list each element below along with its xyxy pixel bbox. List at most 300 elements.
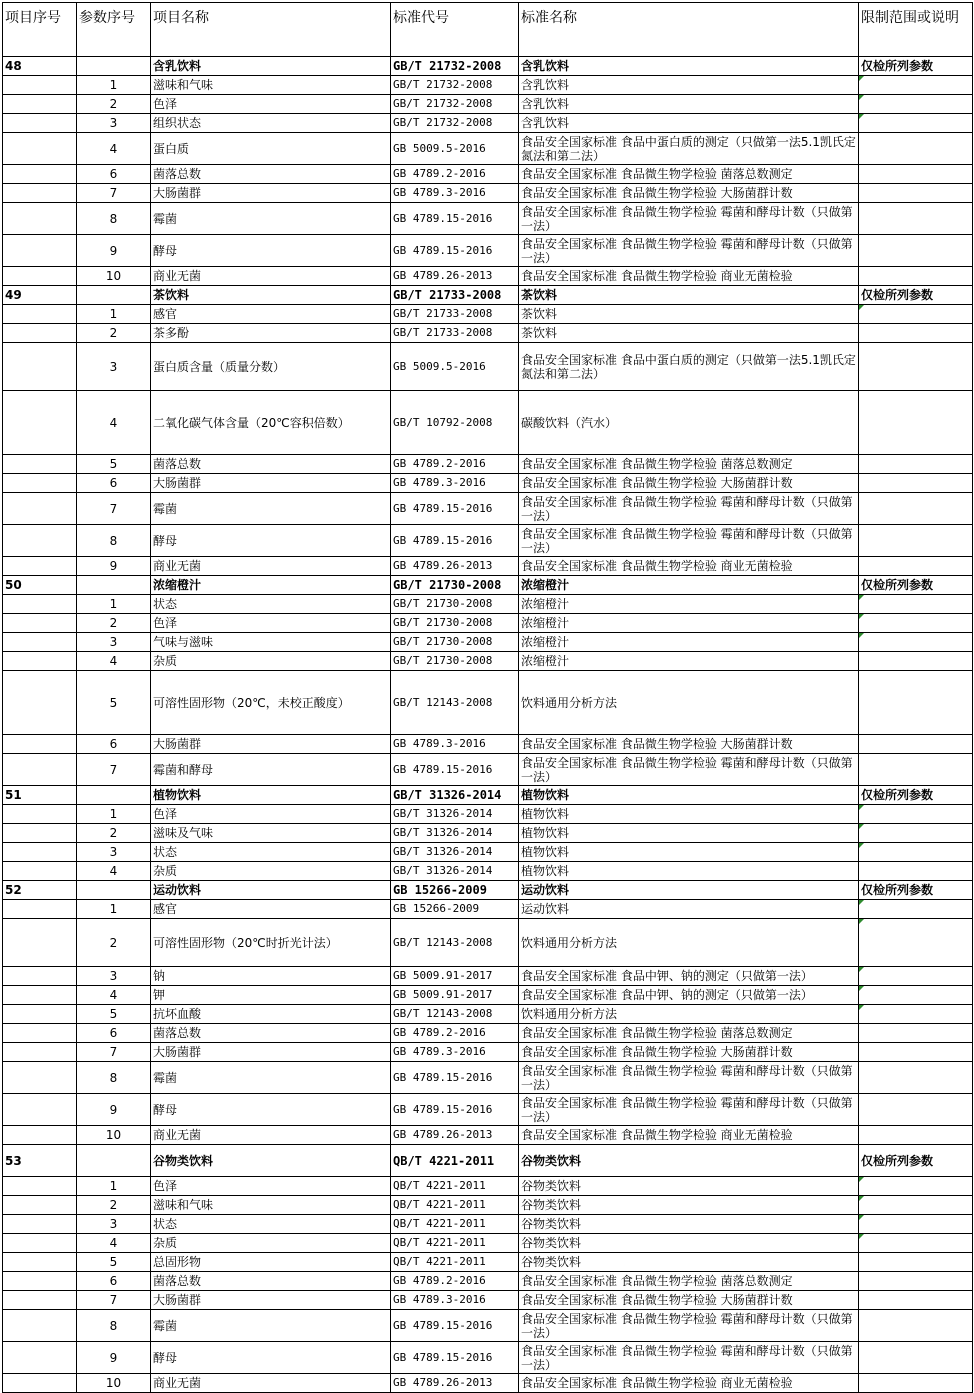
comment-marker-icon [859, 1005, 864, 1010]
param-standard-name: 食品安全国家标准 食品微生物学检验 霉菌和酵母计数（只做第一法） [519, 493, 859, 525]
row-group-empty [3, 919, 77, 967]
param-standard-name: 浓缩橙汁 [519, 614, 859, 633]
row-group-empty [3, 1272, 77, 1291]
param-limit [859, 1094, 973, 1126]
param-standard-name: 食品安全国家标准 食品微生物学检验 大肠菌群计数 [519, 1043, 859, 1062]
param-standard-code: GB 5009.5-2016 [391, 343, 519, 391]
param-standard-name: 饮料通用分析方法 [519, 1005, 859, 1024]
param-number: 10 [77, 1126, 151, 1145]
header-project-no: 项目序号 [3, 3, 77, 57]
param-limit [859, 919, 973, 967]
param-standard-name: 谷物类饮料 [519, 1215, 859, 1234]
table-row [3, 1342, 973, 1374]
group-row [3, 57, 973, 76]
row-group-empty [3, 633, 77, 652]
param-standard-name: 谷物类饮料 [519, 1196, 859, 1215]
param-name: 滋味和气味 [151, 76, 391, 95]
row-group-empty [3, 595, 77, 614]
row-group-empty [3, 671, 77, 735]
param-number: 8 [77, 1310, 151, 1342]
param-limit [859, 1126, 973, 1145]
param-limit [859, 455, 973, 474]
group-number: 50 [3, 576, 77, 595]
row-group-empty [3, 1177, 77, 1196]
param-standard-code: GB/T 31326-2014 [391, 805, 519, 824]
comment-marker-icon [859, 1234, 864, 1239]
param-standard-code: GB 4789.3-2016 [391, 184, 519, 203]
param-name: 色泽 [151, 1177, 391, 1196]
table-row [3, 1374, 973, 1393]
table-row [3, 1291, 973, 1310]
param-limit [859, 267, 973, 286]
row-group-empty [3, 1253, 77, 1272]
comment-marker-icon [859, 805, 864, 810]
param-number: 8 [77, 1062, 151, 1094]
table-row [3, 1062, 973, 1094]
param-standard-name: 植物饮料 [519, 824, 859, 843]
row-group-empty [3, 986, 77, 1005]
param-standard-code: GB 4789.15-2016 [391, 1062, 519, 1094]
param-number: 1 [77, 305, 151, 324]
param-standard-name: 食品安全国家标准 食品微生物学检验 商业无菌检验 [519, 267, 859, 286]
param-name: 菌落总数 [151, 455, 391, 474]
param-standard-code: GB 15266-2009 [391, 900, 519, 919]
param-number: 6 [77, 1272, 151, 1291]
comment-marker-icon [859, 986, 864, 991]
param-number: 3 [77, 843, 151, 862]
param-standard-name: 含乳饮料 [519, 114, 859, 133]
row-group-empty [3, 1126, 77, 1145]
row-group-empty [3, 525, 77, 557]
row-group-empty [3, 203, 77, 235]
param-standard-code: GB 4789.2-2016 [391, 1272, 519, 1291]
row-group-empty [3, 1094, 77, 1126]
group-param-empty [77, 881, 151, 900]
table-row [3, 95, 973, 114]
row-group-empty [3, 455, 77, 474]
param-name: 大肠菌群 [151, 735, 391, 754]
param-standard-code: GB 5009.91-2017 [391, 986, 519, 1005]
param-name: 滋味和气味 [151, 1196, 391, 1215]
table-row [3, 1094, 973, 1126]
param-standard-code: GB 4789.26-2013 [391, 267, 519, 286]
param-limit [859, 1005, 973, 1024]
row-group-empty [3, 824, 77, 843]
param-limit [859, 652, 973, 671]
param-standard-code: GB 5009.5-2016 [391, 133, 519, 165]
row-group-empty [3, 343, 77, 391]
param-limit [859, 1310, 973, 1342]
row-group-empty [3, 305, 77, 324]
param-name: 霉菌 [151, 1310, 391, 1342]
param-name: 钠 [151, 967, 391, 986]
param-standard-name: 食品安全国家标准 食品中蛋白质的测定（只做第一法5.1凯氏定氮法和第二法） [519, 133, 859, 165]
param-standard-name: 食品安全国家标准 食品微生物学检验 霉菌和酵母计数（只做第一法） [519, 235, 859, 267]
param-number: 1 [77, 76, 151, 95]
param-standard-name: 食品安全国家标准 食品微生物学检验 霉菌和酵母计数（只做第一法） [519, 525, 859, 557]
table-row [3, 843, 973, 862]
param-number: 8 [77, 203, 151, 235]
param-limit [859, 133, 973, 165]
group-name: 运动饮料 [151, 881, 391, 900]
param-name: 商业无菌 [151, 1374, 391, 1393]
param-standard-name: 运动饮料 [519, 900, 859, 919]
param-standard-code: GB 4789.2-2016 [391, 165, 519, 184]
param-limit [859, 165, 973, 184]
param-limit [859, 986, 973, 1005]
param-standard-name: 植物饮料 [519, 862, 859, 881]
param-limit [859, 493, 973, 525]
table-row [3, 919, 973, 967]
param-standard-code: QB/T 4221-2011 [391, 1234, 519, 1253]
param-standard-code: GB 4789.26-2013 [391, 557, 519, 576]
standards-table [2, 2, 973, 1393]
group-row [3, 576, 973, 595]
param-name: 状态 [151, 843, 391, 862]
param-standard-name: 食品安全国家标准 食品微生物学检验 霉菌和酵母计数（只做第一法） [519, 1310, 859, 1342]
comment-marker-icon [859, 595, 864, 600]
row-group-empty [3, 95, 77, 114]
row-group-empty [3, 735, 77, 754]
row-group-empty [3, 614, 77, 633]
table-row [3, 525, 973, 557]
param-number: 3 [77, 114, 151, 133]
param-name: 酵母 [151, 235, 391, 267]
param-name: 菌落总数 [151, 1024, 391, 1043]
param-standard-name: 碳酸饮料（汽水） [519, 391, 859, 455]
param-name: 商业无菌 [151, 267, 391, 286]
table-row [3, 184, 973, 203]
param-standard-code: GB/T 31326-2014 [391, 843, 519, 862]
param-name: 商业无菌 [151, 557, 391, 576]
comment-marker-icon [859, 76, 864, 81]
param-standard-code: GB 4789.15-2016 [391, 525, 519, 557]
row-group-empty [3, 184, 77, 203]
table-row [3, 343, 973, 391]
table-row [3, 391, 973, 455]
row-group-empty [3, 391, 77, 455]
row-group-empty [3, 754, 77, 786]
param-number: 3 [77, 343, 151, 391]
param-name: 大肠菌群 [151, 1291, 391, 1310]
param-limit [859, 614, 973, 633]
param-limit [859, 184, 973, 203]
param-standard-code: QB/T 4221-2011 [391, 1177, 519, 1196]
param-limit [859, 735, 973, 754]
group-standard-name: 运动饮料 [519, 881, 859, 900]
row-group-empty [3, 1215, 77, 1234]
param-standard-name: 浓缩橙汁 [519, 652, 859, 671]
group-standard-name: 浓缩橙汁 [519, 576, 859, 595]
group-name: 含乳饮料 [151, 57, 391, 76]
param-number: 2 [77, 824, 151, 843]
table-row [3, 114, 973, 133]
group-standard-name: 植物饮料 [519, 786, 859, 805]
table-row [3, 474, 973, 493]
table-row [3, 557, 973, 576]
row-group-empty [3, 1291, 77, 1310]
param-name: 酵母 [151, 1094, 391, 1126]
row-group-empty [3, 165, 77, 184]
param-limit [859, 633, 973, 652]
row-group-empty [3, 1374, 77, 1393]
param-name: 商业无菌 [151, 1126, 391, 1145]
row-group-empty [3, 843, 77, 862]
row-group-empty [3, 862, 77, 881]
param-standard-code: GB 4789.2-2016 [391, 455, 519, 474]
row-group-empty [3, 1005, 77, 1024]
param-standard-name: 含乳饮料 [519, 95, 859, 114]
table-row [3, 614, 973, 633]
row-group-empty [3, 1310, 77, 1342]
group-name: 植物饮料 [151, 786, 391, 805]
param-number: 4 [77, 862, 151, 881]
table-body [3, 57, 973, 1393]
param-name: 茶多酚 [151, 324, 391, 343]
param-name: 大肠菌群 [151, 184, 391, 203]
param-limit [859, 1043, 973, 1062]
param-standard-code: GB 4789.15-2016 [391, 1342, 519, 1374]
param-standard-code: GB 4789.15-2016 [391, 754, 519, 786]
group-limit: 仅检所列参数 [859, 786, 973, 805]
table-row [3, 267, 973, 286]
param-limit [859, 1234, 973, 1253]
param-limit [859, 1272, 973, 1291]
row-group-empty [3, 1024, 77, 1043]
param-limit [859, 1291, 973, 1310]
table-row [3, 595, 973, 614]
param-standard-code: GB/T 12143-2008 [391, 919, 519, 967]
param-number: 9 [77, 557, 151, 576]
param-standard-name: 食品安全国家标准 食品微生物学检验 霉菌和酵母计数（只做第一法） [519, 1342, 859, 1374]
param-standard-name: 食品安全国家标准 食品微生物学检验 菌落总数测定 [519, 455, 859, 474]
group-limit: 仅检所列参数 [859, 57, 973, 76]
param-standard-name: 食品安全国家标准 食品微生物学检验 菌落总数测定 [519, 1024, 859, 1043]
param-standard-name: 浓缩橙汁 [519, 595, 859, 614]
param-limit [859, 95, 973, 114]
table-row [3, 900, 973, 919]
param-number: 4 [77, 986, 151, 1005]
param-standard-code: GB 4789.3-2016 [391, 474, 519, 493]
param-number: 4 [77, 1234, 151, 1253]
group-name: 谷物类饮料 [151, 1145, 391, 1177]
param-name: 蛋白质含量（质量分数） [151, 343, 391, 391]
param-standard-code: GB 4789.15-2016 [391, 203, 519, 235]
group-param-empty [77, 576, 151, 595]
table-row [3, 1234, 973, 1253]
comment-marker-icon [859, 843, 864, 848]
param-name: 色泽 [151, 805, 391, 824]
param-name: 霉菌和酵母 [151, 754, 391, 786]
param-limit [859, 805, 973, 824]
param-limit [859, 862, 973, 881]
param-number: 7 [77, 1043, 151, 1062]
param-name: 色泽 [151, 614, 391, 633]
group-row [3, 286, 973, 305]
param-number: 4 [77, 391, 151, 455]
param-standard-code: GB/T 21730-2008 [391, 633, 519, 652]
row-group-empty [3, 235, 77, 267]
table-row [3, 1024, 973, 1043]
param-standard-code: GB 4789.15-2016 [391, 493, 519, 525]
param-standard-name: 食品安全国家标准 食品微生物学检验 霉菌和酵母计数（只做第一法） [519, 1062, 859, 1094]
param-limit [859, 595, 973, 614]
table-row [3, 76, 973, 95]
row-group-empty [3, 1342, 77, 1374]
group-row [3, 786, 973, 805]
param-name: 抗坏血酸 [151, 1005, 391, 1024]
param-standard-name: 植物饮料 [519, 843, 859, 862]
comment-marker-icon [859, 824, 864, 829]
group-param-empty [77, 286, 151, 305]
param-standard-code: GB/T 21732-2008 [391, 76, 519, 95]
group-name: 浓缩橙汁 [151, 576, 391, 595]
param-standard-code: GB/T 31326-2014 [391, 824, 519, 843]
comment-marker-icon [859, 1196, 864, 1201]
param-standard-code: GB 4789.15-2016 [391, 1310, 519, 1342]
row-group-empty [3, 493, 77, 525]
param-standard-name: 食品安全国家标准 食品微生物学检验 霉菌和酵母计数（只做第一法） [519, 203, 859, 235]
table-row [3, 1310, 973, 1342]
row-group-empty [3, 267, 77, 286]
param-limit [859, 1253, 973, 1272]
param-limit [859, 114, 973, 133]
comment-marker-icon [859, 95, 864, 100]
param-limit [859, 1196, 973, 1215]
row-group-empty [3, 76, 77, 95]
table-row [3, 1253, 973, 1272]
param-standard-code: GB 4789.3-2016 [391, 1291, 519, 1310]
param-name: 色泽 [151, 95, 391, 114]
param-limit [859, 343, 973, 391]
param-standard-code: GB 4789.26-2013 [391, 1374, 519, 1393]
table-row [3, 633, 973, 652]
comment-marker-icon [859, 967, 864, 972]
param-limit [859, 324, 973, 343]
table-row [3, 1005, 973, 1024]
param-number: 6 [77, 165, 151, 184]
group-number: 51 [3, 786, 77, 805]
param-standard-code: GB 4789.15-2016 [391, 1094, 519, 1126]
table-row [3, 986, 973, 1005]
param-standard-name: 谷物类饮料 [519, 1177, 859, 1196]
table-row [3, 967, 973, 986]
table-row [3, 824, 973, 843]
comment-marker-icon [859, 614, 864, 619]
param-standard-code: GB/T 21730-2008 [391, 595, 519, 614]
table-row [3, 133, 973, 165]
param-standard-code: GB 4789.3-2016 [391, 735, 519, 754]
param-standard-name: 食品安全国家标准 食品微生物学检验 霉菌和酵母计数（只做第一法） [519, 754, 859, 786]
param-limit [859, 967, 973, 986]
param-standard-code: GB/T 12143-2008 [391, 1005, 519, 1024]
group-limit: 仅检所列参数 [859, 286, 973, 305]
param-standard-name: 食品安全国家标准 食品微生物学检验 菌落总数测定 [519, 1272, 859, 1291]
param-number: 6 [77, 1024, 151, 1043]
row-group-empty [3, 1196, 77, 1215]
comment-marker-icon [859, 305, 864, 310]
param-name: 霉菌 [151, 203, 391, 235]
table-row [3, 805, 973, 824]
param-number: 10 [77, 267, 151, 286]
param-number: 7 [77, 1291, 151, 1310]
param-standard-code: GB/T 21730-2008 [391, 614, 519, 633]
param-number: 7 [77, 184, 151, 203]
param-standard-code: QB/T 4221-2011 [391, 1196, 519, 1215]
group-standard-code: GB/T 31326-2014 [391, 786, 519, 805]
param-standard-name: 食品安全国家标准 食品微生物学检验 霉菌和酵母计数（只做第一法） [519, 1094, 859, 1126]
param-number: 1 [77, 595, 151, 614]
group-standard-name: 谷物类饮料 [519, 1145, 859, 1177]
param-number: 2 [77, 1196, 151, 1215]
table-row [3, 1272, 973, 1291]
param-standard-code: GB 5009.91-2017 [391, 967, 519, 986]
param-standard-code: GB/T 31326-2014 [391, 862, 519, 881]
table-row [3, 671, 973, 735]
group-limit: 仅检所列参数 [859, 1145, 973, 1177]
param-name: 杂质 [151, 862, 391, 881]
param-limit [859, 391, 973, 455]
param-standard-code: QB/T 4221-2011 [391, 1215, 519, 1234]
param-limit [859, 203, 973, 235]
group-param-empty [77, 57, 151, 76]
param-standard-name: 谷物类饮料 [519, 1234, 859, 1253]
row-group-empty [3, 652, 77, 671]
param-number: 2 [77, 324, 151, 343]
param-standard-code: GB 4789.2-2016 [391, 1024, 519, 1043]
param-number: 4 [77, 652, 151, 671]
param-limit [859, 1215, 973, 1234]
param-standard-name: 茶饮料 [519, 305, 859, 324]
param-standard-name: 食品安全国家标准 食品微生物学检验 大肠菌群计数 [519, 474, 859, 493]
comment-marker-icon [859, 900, 864, 905]
param-name: 酵母 [151, 525, 391, 557]
param-name: 气味与滋味 [151, 633, 391, 652]
param-number: 9 [77, 1094, 151, 1126]
row-group-empty [3, 324, 77, 343]
param-standard-name: 饮料通用分析方法 [519, 671, 859, 735]
param-number: 8 [77, 525, 151, 557]
param-number: 2 [77, 919, 151, 967]
comment-marker-icon [859, 114, 864, 119]
param-limit [859, 1374, 973, 1393]
header-standard-code: 标准代号 [391, 3, 519, 57]
header-limit-scope: 限制范围或说明 [859, 3, 973, 57]
param-number: 5 [77, 455, 151, 474]
group-number: 49 [3, 286, 77, 305]
table-row [3, 735, 973, 754]
group-name: 茶饮料 [151, 286, 391, 305]
param-number: 5 [77, 1005, 151, 1024]
param-number: 3 [77, 1215, 151, 1234]
param-standard-code: GB 4789.3-2016 [391, 1043, 519, 1062]
param-name: 状态 [151, 595, 391, 614]
table-row [3, 455, 973, 474]
group-param-empty [77, 1145, 151, 1177]
param-standard-name: 食品安全国家标准 食品中蛋白质的测定（只做第一法5.1凯氏定氮法和第二法） [519, 343, 859, 391]
group-standard-code: GB 15266-2009 [391, 881, 519, 900]
param-name: 感官 [151, 305, 391, 324]
param-number: 1 [77, 805, 151, 824]
param-standard-code: GB/T 21732-2008 [391, 95, 519, 114]
param-limit [859, 76, 973, 95]
row-group-empty [3, 1043, 77, 1062]
param-limit [859, 1342, 973, 1374]
param-name: 杂质 [151, 1234, 391, 1253]
table-row [3, 203, 973, 235]
group-row [3, 881, 973, 900]
param-standard-name: 谷物类饮料 [519, 1253, 859, 1272]
